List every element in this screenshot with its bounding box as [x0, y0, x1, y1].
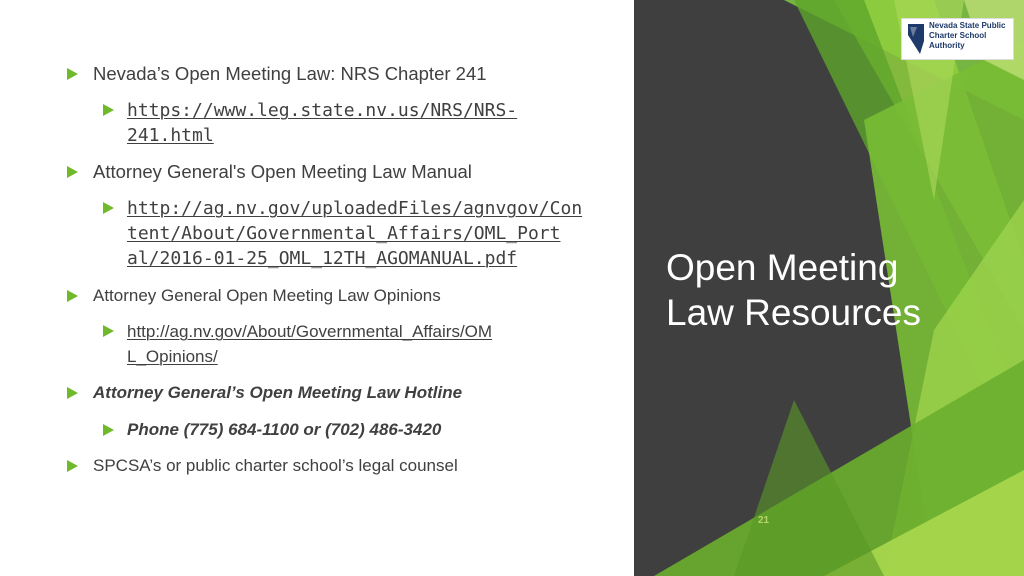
bullet-arrow-icon: [67, 166, 78, 178]
opinions-link-line-2[interactable]: L_Opinions/: [127, 347, 218, 366]
sub-bullet-arrow-icon: [103, 202, 114, 214]
bullet-nrs-chapter: Nevada’s Open Meeting Law: NRS Chapter 241: [93, 63, 487, 84]
sub-bullet-arrow-icon: [103, 325, 114, 337]
bullet-ag-hotline: Attorney General’s Open Meeting Law Hotline: [93, 383, 463, 402]
bullet-arrow-icon: [67, 290, 78, 302]
nrs-link-line-2[interactable]: 241.html: [127, 125, 214, 146]
opinions-link-line-1[interactable]: http://ag.nv.gov/About/Governmental_Affairs/OM: [127, 322, 493, 341]
nrs-link-line-1[interactable]: https://www.leg.state.nv.us/NRS/NRS-: [127, 100, 518, 121]
logo-text: Nevada State Public Charter School Authority: [929, 21, 1006, 50]
slide-title-line-2: Law Resources: [666, 292, 922, 333]
bullet-legal-counsel: SPCSA’s or public charter school’s legal counsel: [93, 456, 458, 475]
spcsa-logo: [901, 18, 1014, 60]
sub-bullet-arrow-icon: [103, 424, 114, 436]
bullet-ag-opinions: Attorney General Open Meeting Law Opinions: [93, 286, 441, 305]
title-panel: [634, 0, 1024, 576]
manual-link-line-3[interactable]: al/2016-01-25_OML_12TH_AGOMANUAL.pdf: [127, 248, 518, 269]
bullet-arrow-icon: [67, 460, 78, 472]
sub-bullet-arrow-icon: [103, 104, 114, 116]
hotline-phone: Phone (775) 684-1100 or (702) 486-3420: [127, 420, 442, 439]
bullet-arrow-icon: [67, 68, 78, 80]
nevada-state-icon: [907, 23, 925, 55]
bullet-arrow-icon: [67, 387, 78, 399]
slide-title: [666, 245, 921, 335]
manual-link-line-1[interactable]: http://ag.nv.gov/uploadedFiles/agnvgov/Con: [127, 198, 583, 219]
slide-title-line-1: Open Meeting: [666, 247, 899, 288]
manual-link-line-2[interactable]: tent/About/Governmental_Affairs/OML_Port: [127, 223, 561, 244]
page-number: 21: [758, 515, 770, 526]
bullet-ag-manual: Attorney General's Open Meeting Law Manual: [93, 161, 472, 182]
